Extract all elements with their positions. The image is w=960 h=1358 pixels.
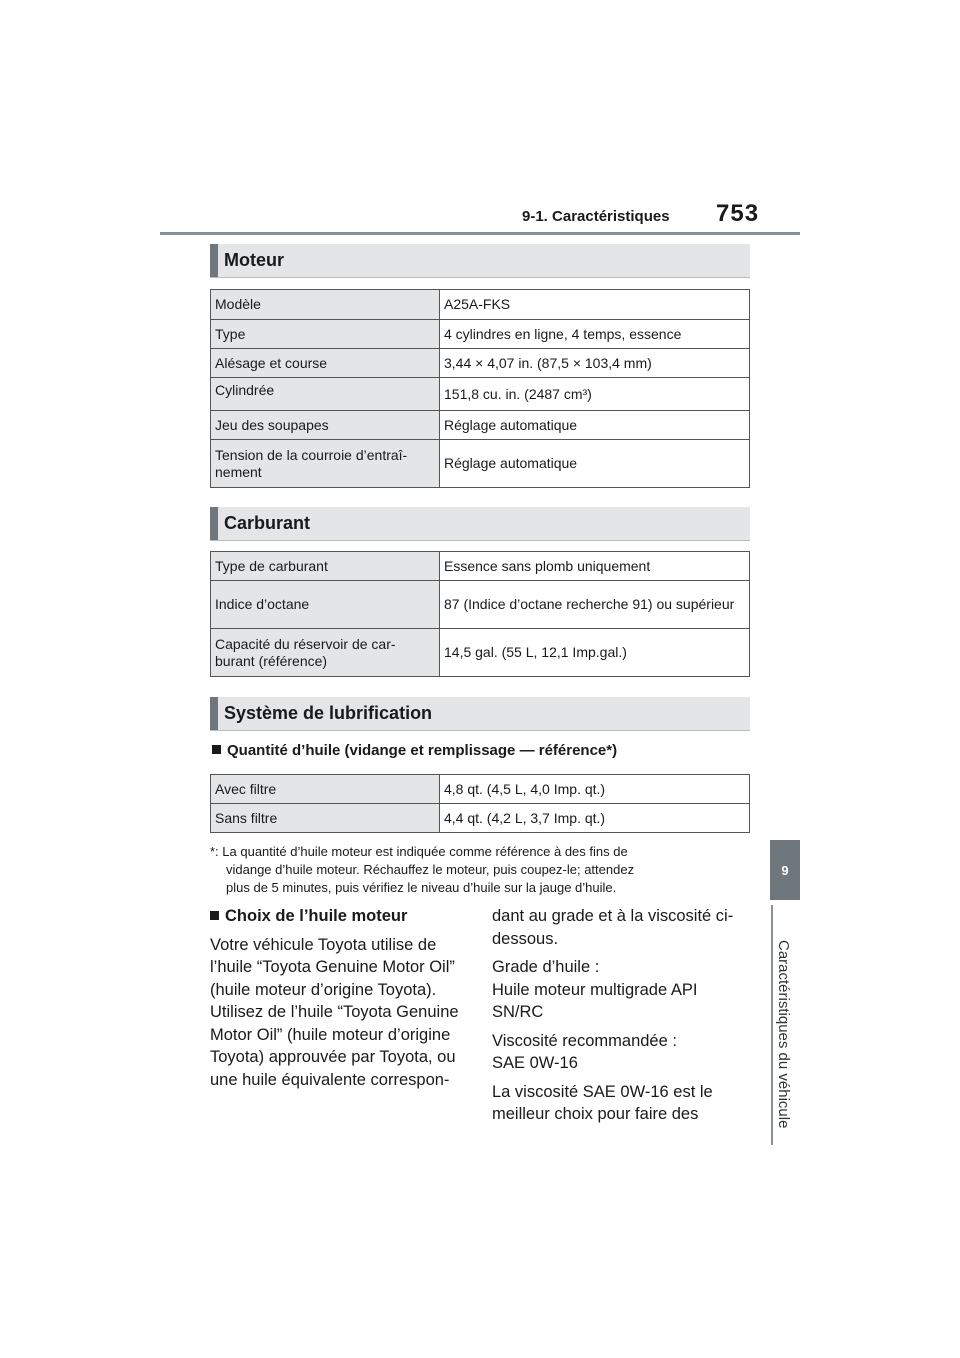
chapter-tab [770, 840, 800, 900]
spec-label: Type de carburant [211, 552, 440, 581]
section-heading-carburant [210, 507, 750, 540]
oil-choice-heading [210, 905, 460, 928]
table-row [211, 552, 750, 581]
square-bullet-icon [210, 911, 219, 920]
table-row [211, 804, 750, 833]
viscosity-label: Viscosité recommandée : [492, 1031, 677, 1050]
spec-value: 4 cylindres en ligne, 4 temps, essence [440, 320, 750, 349]
chapter-label-text: Caractéristiques du véhicule [775, 940, 792, 1129]
fuel-spec-table [210, 551, 750, 677]
section-heading-text: Moteur [224, 250, 284, 270]
table-row [211, 320, 750, 349]
page-number: 753 [716, 200, 760, 227]
body-paragraph: Votre véhicule Toyota utilise de l’huile “Toyota Genuine Motor Oil” (huile moteur d’origine Toyota). Utilisez de l’huile “Toyota Genuine Motor Oil” (huile moteur d’origine Toyota) approuvée par Toyota, ou une huile équivalente correspon- [210, 935, 459, 1089]
chapter-tab-number: 9 [781, 862, 789, 878]
spec-label: Avec filtre [211, 775, 440, 804]
spec-label: Modèle [211, 290, 440, 320]
oil-quantity-subheading [212, 742, 617, 759]
spec-value: 4,4 qt. (4,2 L, 3,7 Imp. qt.) [440, 804, 750, 833]
spec-value: 151,8 cu. in. (2487 cm³) [440, 378, 750, 411]
spec-value: Essence sans plomb uniquement [440, 552, 750, 581]
footnote-line: vidange d’huile moteur. Réchauffez le moteur, puis coupez-le; attendez [226, 862, 635, 877]
body-paragraph: La viscosité SAE 0W-16 est le meilleur choix pour faire des [492, 1082, 713, 1123]
table-row [211, 440, 750, 488]
section-heading-text: Carburant [224, 513, 311, 533]
left-column [210, 905, 460, 1097]
oil-viscosity [492, 1030, 742, 1075]
table-row [211, 290, 750, 320]
table-row [211, 411, 750, 440]
section-heading-lubrification [210, 697, 750, 730]
grade-value: Huile moteur multigrade API SN/RC [492, 980, 698, 1021]
body-paragraph: dant au grade et à la viscosité ci-dessous. [492, 907, 734, 948]
spec-label: Indice d’octane [211, 581, 440, 629]
header-rule [160, 232, 800, 235]
table-row [211, 378, 750, 411]
engine-spec-table [210, 289, 750, 488]
square-bullet-icon [212, 745, 221, 754]
heading-text: Choix de l’huile moteur [225, 907, 408, 925]
section-divider [210, 540, 750, 541]
footnote [210, 843, 755, 897]
oil-grade [492, 956, 742, 1024]
section-heading-text: Système de lubrification [224, 703, 433, 723]
right-column [492, 905, 742, 1132]
spec-value: A25A-FKS [440, 290, 750, 320]
spec-label: Tension de la courroie d’entraî- nement [211, 440, 440, 488]
subheading-text: Quantité d’huile (vidange et remplissage — référence*) [227, 742, 618, 759]
table-row [211, 775, 750, 804]
spec-label: Type [211, 320, 440, 349]
section-divider [210, 277, 750, 278]
footnote-line: *: La quantité d’huile moteur est indiquée comme référence à des fins de [210, 844, 628, 859]
oil-quantity-table [210, 774, 750, 833]
spec-label: Jeu des soupapes [211, 411, 440, 440]
section-divider [210, 730, 750, 731]
viscosity-value: SAE 0W-16 [492, 1054, 578, 1072]
spec-value: Réglage automatique [440, 411, 750, 440]
table-row [211, 629, 750, 677]
side-rule [771, 905, 773, 1145]
spec-value: Réglage automatique [440, 440, 750, 488]
table-row [211, 349, 750, 378]
spec-label: Sans filtre [211, 804, 440, 833]
footnote-line: plus de 5 minutes, puis vérifiez le niveau d’huile sur la jauge d’huile. [226, 880, 617, 895]
table-row [211, 581, 750, 629]
spec-value: 3,44 × 4,07 in. (87,5 × 103,4 mm) [440, 349, 750, 378]
spec-label: Alésage et course [211, 349, 440, 378]
section-heading-moteur [210, 244, 750, 277]
spec-value: 14,5 gal. (55 L, 12,1 Imp.gal.) [440, 629, 750, 677]
grade-label: Grade d’huile : [492, 958, 600, 976]
spec-value: 87 (Indice d’octane recherche 91) ou supérieur [440, 581, 750, 629]
section-title: 9-1. Caractéristiques [522, 208, 670, 225]
spec-label: Cylindrée [211, 378, 440, 411]
spec-label: Capacité du réservoir de car- burant (référence) [211, 629, 440, 677]
spec-value: 4,8 qt. (4,5 L, 4,0 Imp. qt.) [440, 775, 750, 804]
